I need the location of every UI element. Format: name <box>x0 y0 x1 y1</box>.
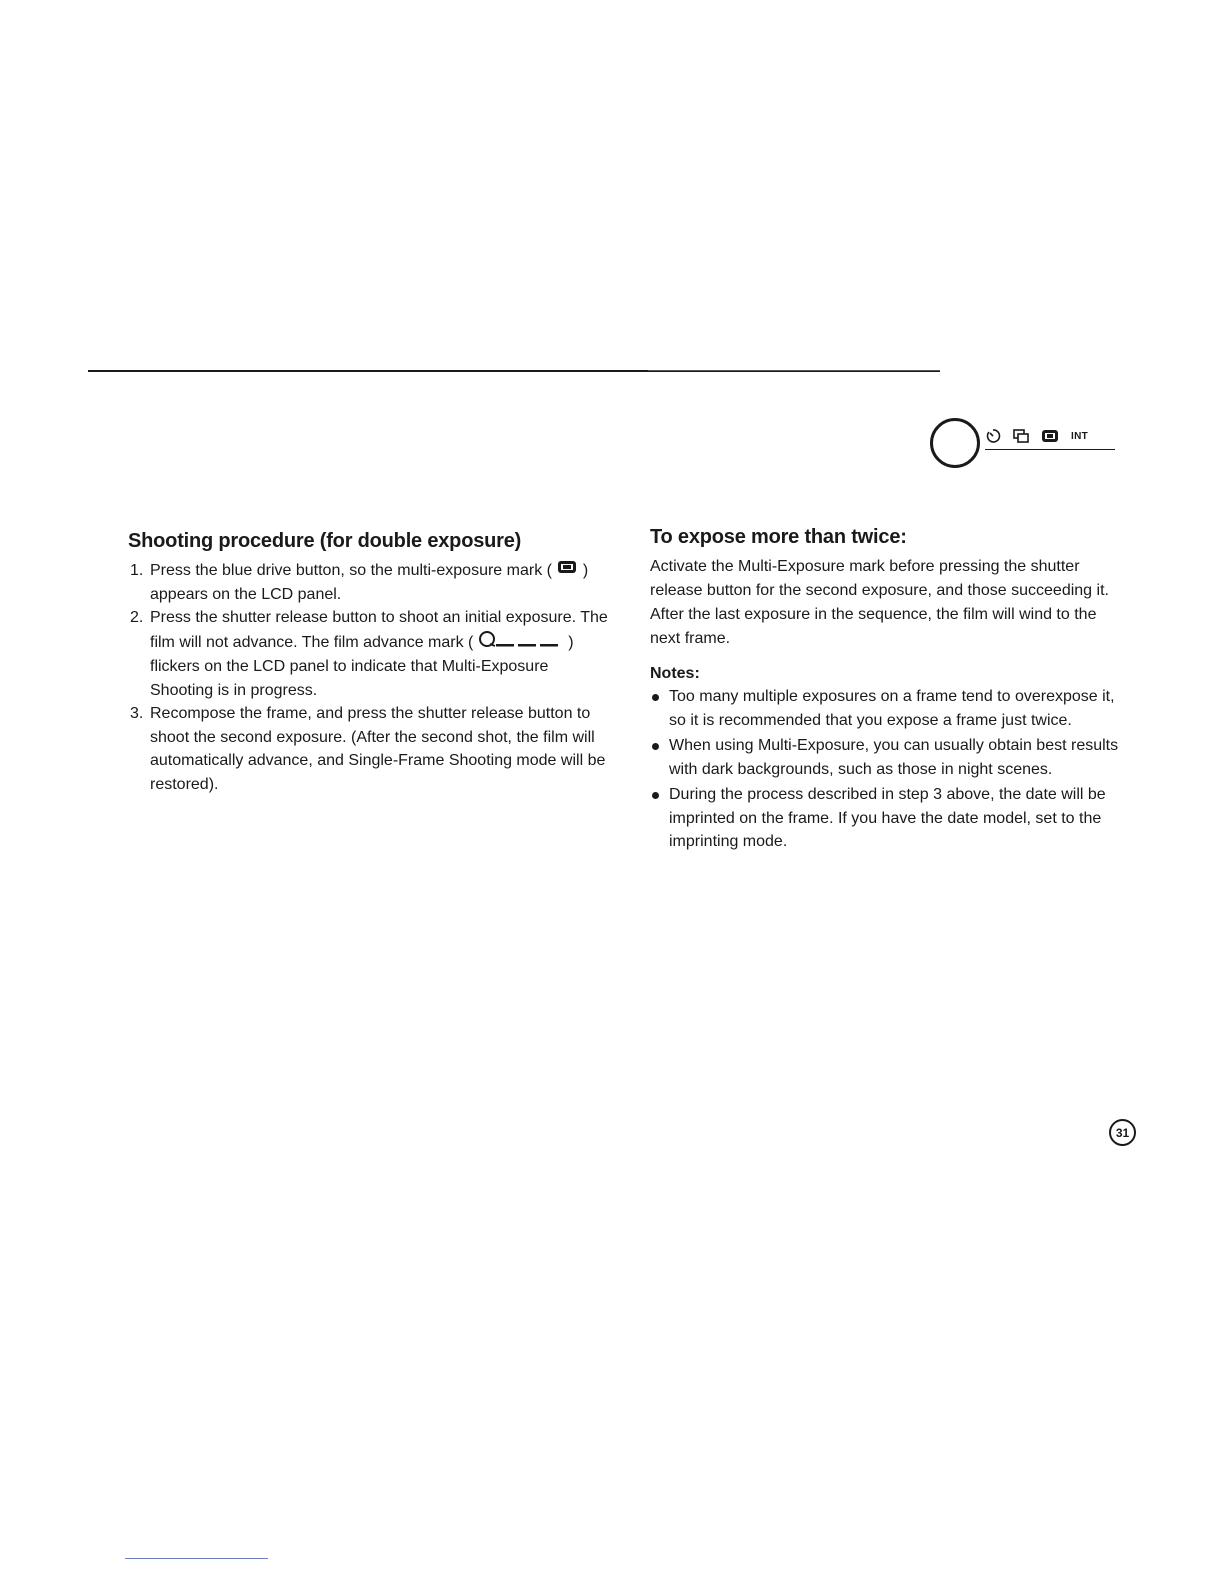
step-2: 2. Press the shutter release button to shoot an initial exposure. The film will not advance. The film advance mark ( ) flickers on the LCD panel to indicate that Multi-Exposure Shooting is in progress. <box>130 609 608 699</box>
notes-list <box>650 685 1130 854</box>
expose-more-paragraph: Activate the Multi-Exposure mark before pressing the shutter release button for the second exposure, and those succeeding it. After the last exposure in the sequence, the film will wind to the next frame. <box>650 558 1109 647</box>
bullet-icon <box>652 694 659 701</box>
int-label: INT <box>1071 430 1089 442</box>
page-number: 31 <box>1109 1119 1136 1146</box>
bullet-icon <box>652 792 659 799</box>
mode-circle-icon <box>930 418 980 468</box>
right-column <box>650 526 1130 856</box>
note-item: During the process described in step 3 above, the date will be imprinted on the frame. If you have the date model, set to the imprinting mode. <box>650 783 1130 854</box>
film-advance-mark-icon <box>478 630 564 656</box>
notes-title: Notes: <box>650 665 700 682</box>
bullet-icon <box>652 743 659 750</box>
note-item: When using Multi-Exposure, you can usually obtain best results with dark backgrounds, such as those in night scenes. <box>650 734 1130 781</box>
note-item: Too many multiple exposures on a frame tend to overexpose it, so it is recommended that you expose a frame just twice. <box>650 685 1130 732</box>
shooting-procedure-title: Shooting procedure (for double exposure) <box>128 530 522 552</box>
drive-mode-indicator <box>930 418 1120 474</box>
expose-more-title: To expose more than twice: <box>650 526 907 548</box>
steps-list <box>128 559 608 796</box>
bottom-line-mark <box>125 1558 268 1559</box>
step-3: 3. Recompose the frame, and press the shutter release button to shoot the second exposure. (After the second shot, the film will automatically advance, and Single-Frame Shooting mode will be restored). <box>130 705 606 793</box>
multi-exposure-mark-icon <box>556 559 578 583</box>
mode-icons-row <box>985 426 1115 450</box>
top-divider <box>88 370 940 372</box>
left-column <box>128 530 608 796</box>
continuous-shooting-icon <box>1013 429 1029 443</box>
step-1: 1. Press the blue drive button, so the multi-exposure mark ( ) appears on the LCD panel. <box>128 559 608 606</box>
multi-exposure-icon <box>1041 429 1059 443</box>
self-timer-icon <box>985 428 1001 444</box>
